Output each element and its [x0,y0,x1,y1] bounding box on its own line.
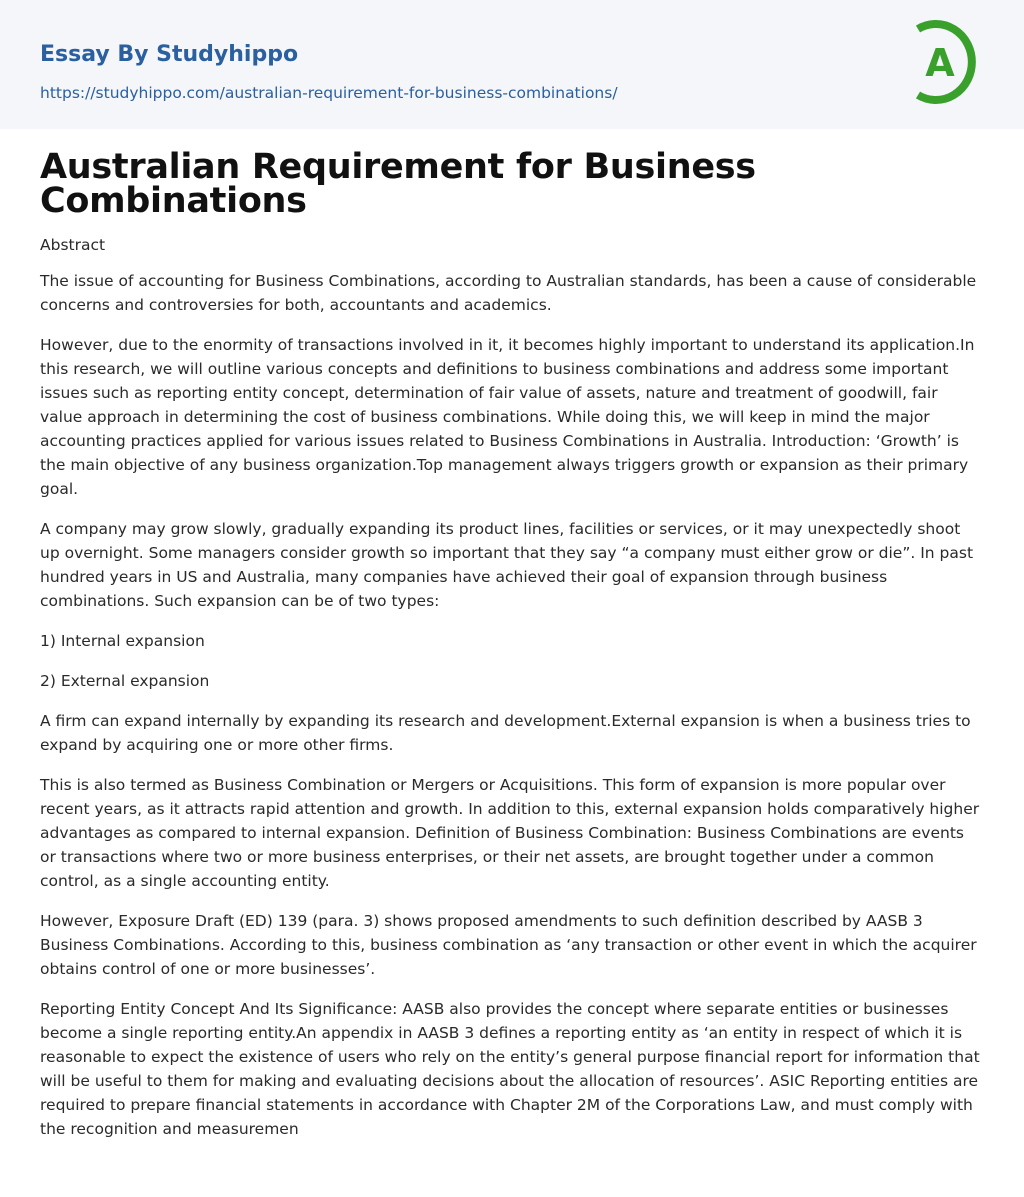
paragraph: However, due to the enormity of transactions involved in it, it becomes highly important to understand its application.In this research, we will outline various concepts and definitions to business combinations and address some important issues such as reporting entity concept, determination of fair value of assets, nature and treatment of goodwill, fair value approach in determining the cost of business combinations. While doing this, we will keep in mind the major accounting practices applied for various issues related to Business Combinations in Australia. Introduction: ‘Growth’ is the main objective of any business organization.Top management always triggers growth or expansion as their primary goal. [40,336,975,498]
essay-body [40,233,984,1157]
page-url-link[interactable]: https://studyhippo.com/australian-requirement-for-business-combinations/ [40,84,618,102]
paragraph: A company may grow slowly, gradually expanding its product lines, facilities or services, or it may unexpectedly shoot up overnight. Some managers consider growth so important that they say “a company must either grow or die”. In past hundred years in US and Australia, many companies have achieved their goal of expansion through business combinations. Such expansion can be of two types: [40,520,974,610]
list-item-external-expansion: 2) External expansion [40,672,210,690]
paragraph: The issue of accounting for Business Combinations, according to Australian standards, has been a cause of considerable concerns and controversies for both, accountants and academics. [40,272,977,314]
paragraph: This is also termed as Business Combination or Mergers or Acquisitions. This form of expansion is more popular over recent years, as it attracts rapid attention and growth. In addition to this, external expansion holds comparatively higher advantages as compared to internal expansion. Definition of Business Combination: Business Combinations are events or transactions where two or more business enterprises, or their net assets, are brought together under a common control, as a single accounting entity. [40,776,980,890]
paragraph: Reporting Entity Concept And Its Significance: AASB also provides the concept where separate entities or businesses become a single reporting entity.An appendix in AASB 3 defines a reporting entity as ‘an entity in respect of which it is reasonable to expect the existence of users who rely on the entity’s general purpose financial report for information that will be useful to them for making and evaluating decisions about the allocation of resources’. ASIC Reporting entities are required to prepare financial statements in accordance with Chapter 2M of the Corporations Law, and must comply with the recognition and measuremen [40,1000,980,1138]
page-title: Australian Requirement for Business Combinations [40,147,756,221]
logo-letter: A [925,41,955,85]
site-brand[interactable]: Essay By Studyhippo [40,42,299,67]
abstract-label: Abstract [40,236,106,254]
list-item-internal-expansion: 1) Internal expansion [40,632,205,650]
paragraph: However, Exposure Draft (ED) 139 (para. 3) shows proposed amendments to such definition described by AASB 3 Business Combinations. According to this, business combination as ‘any transaction or other event in which the acquirer obtains control of one or more businesses’. [40,912,977,978]
paragraph: A firm can expand internally by expanding its research and development.External expansion is when a business tries to expand by acquiring one or more other firms. [40,712,971,754]
